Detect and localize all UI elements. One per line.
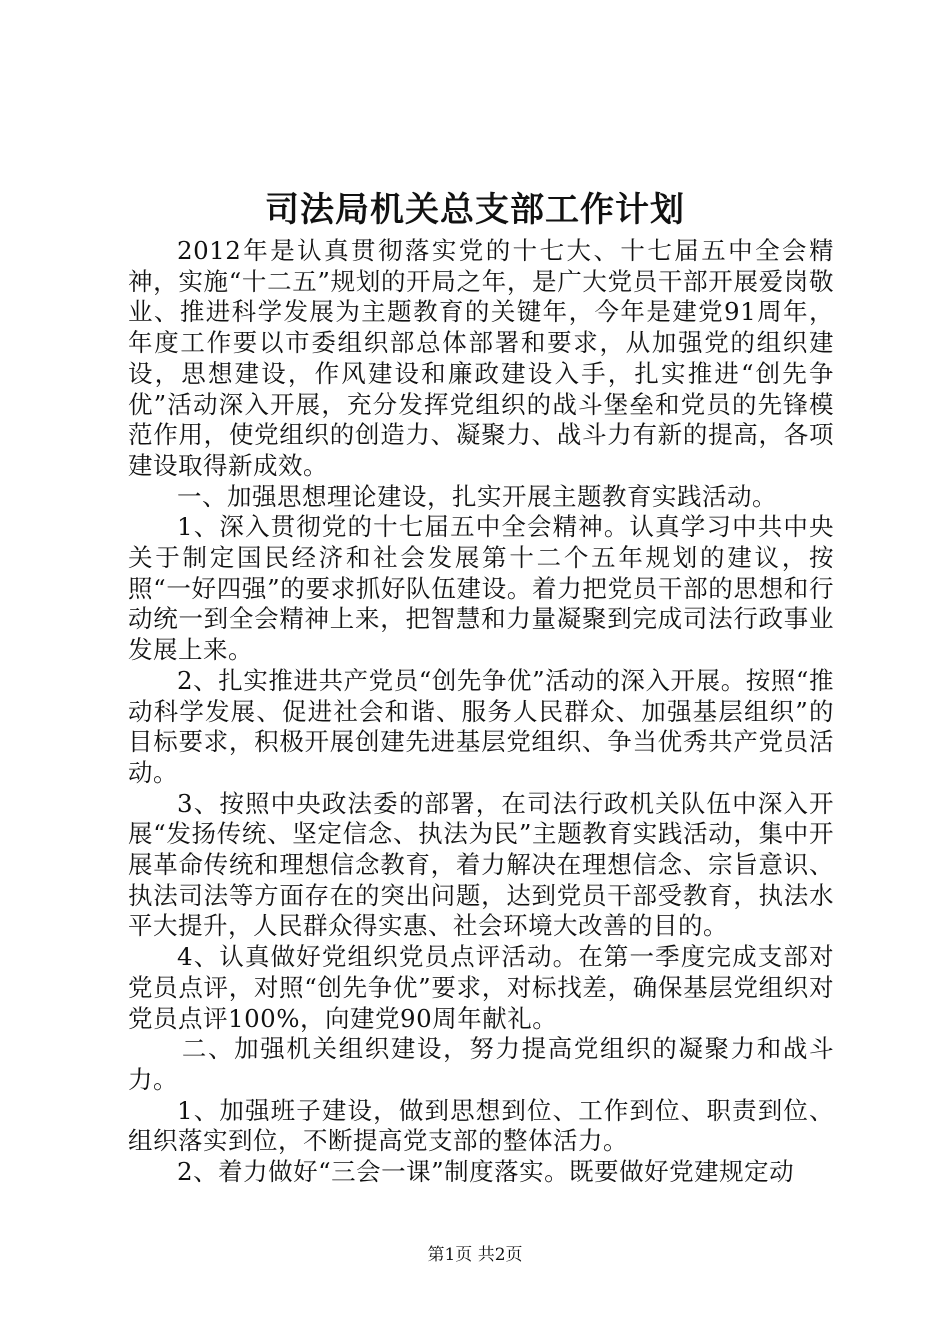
section-heading-1: 一、加强思想理论建设，扎实开展主题教育实践活动。	[177, 481, 777, 511]
section-heading-2: 二、加强机关组织建设，努力提高党组织的凝聚力和战斗力。	[128, 1034, 834, 1094]
paragraph-item-1-3: 3、按照中央政法委的部署，在司法行政机关队伍中深入开展“发扬传统、坚定信念、执法为民”主题教育实践活动，集中开展革命传统和理想信念教育，着力解决在理想信念、宗旨意识、执法司法等方面存在的突出问题，达到党员干部受教育，执法水平大提升，人民群众得实惠、社会环境大改善的目的。	[128, 788, 834, 941]
paragraph-item-1-1: 1、深入贯彻党的十七届五中全会精神。认真学习中共中央关于制定国民经济和社会发展第十二个五年规划的建议，按照“一好四强”的要求抓好队伍建设。着力把党员干部的思想和行动统一到全会精神上来，把智慧和力量凝聚到完成司法行政事业发展上来。	[128, 512, 834, 665]
document-body	[128, 236, 834, 1188]
document-title: 司法局机关总支部工作计划	[265, 190, 685, 230]
page-footer: 第1页 共2页	[427, 1245, 523, 1265]
paragraph-item-2-1: 1、加强班子建设，做到思想到位、工作到位、职责到位、组织落实到位，不断提高党支部的整体活力。	[128, 1095, 834, 1156]
paragraph-item-1-2: 2、扎实推进共产党员“创先争优”活动的深入开展。按照“推动科学发展、促进社会和谐、服务人民群众、加强基层组织”的目标要求，积极开展创建先进基层党组织、争当优秀共产党员活动。	[128, 665, 834, 787]
paragraph-item-2-2: 2、着力做好“三会一课”制度落实。既要做好党建规定动	[177, 1157, 795, 1187]
paragraph-item-1-4: 4、认真做好党组织党员点评活动。在第一季度完成支部对党员点评，对照“创先争优”要求，对标找差，确保基层党组织对党员点评100%，向建党90周年献礼。	[128, 942, 834, 1033]
paragraph-intro: 2012年是认真贯彻落实党的十七大、十七届五中全会精神，实施“十二五”规划的开局之年，是广大党员干部开展爱岗敬业、推进科学发展为主题教育的关键年，今年是建党91周年，年度工作要以市委组织部总体部署和要求，从加强党的组织建设，思想建设，作风建设和廉政建设入手，扎实推进“创先争优”活动深入开展，充分发挥党组织的战斗堡垒和党员的先锋模范作用，使党组织的创造力、凝聚力、战斗力有新的提高，各项建设取得新成效。	[128, 236, 834, 480]
